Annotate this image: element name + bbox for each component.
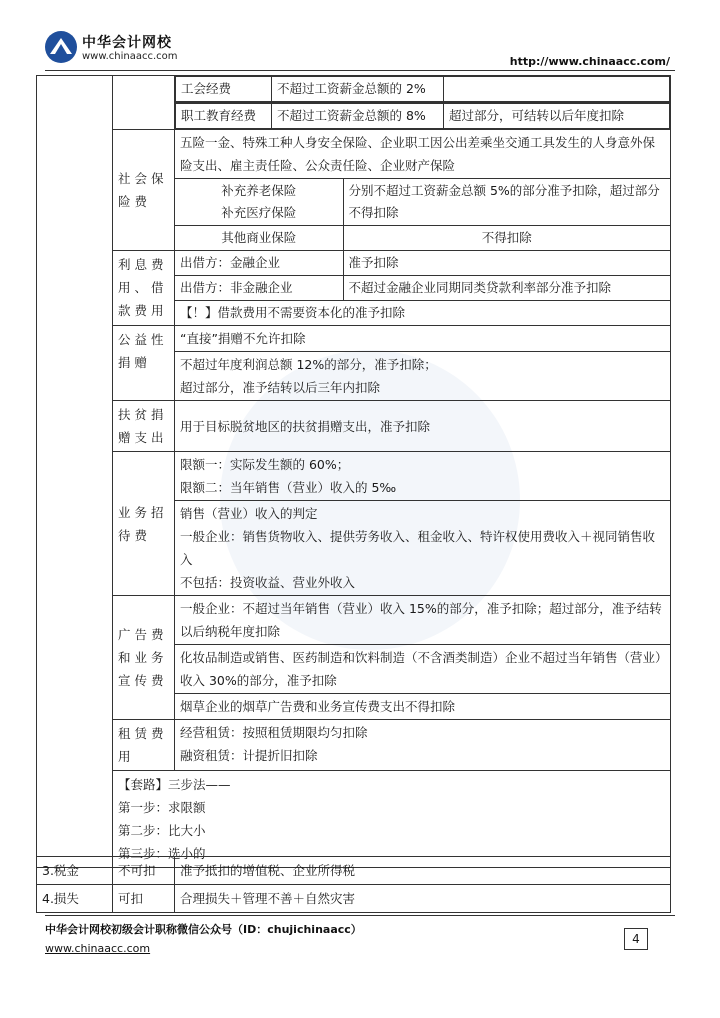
charity-direct: “直接”捐赠不允许扣除 xyxy=(175,326,670,352)
charity-limit: 不超过年度利润总额 12%的部分，准予扣除； xyxy=(180,357,437,372)
loss-label: 4.损失 xyxy=(37,885,113,913)
lease-label: 租赁费用 xyxy=(113,720,175,771)
interest-tip: 【！】借款费用不需要资本化的准予扣除 xyxy=(175,301,670,326)
poverty-rule: 用于目标脱贫地区的扶贫捐赠支出，准予扣除 xyxy=(175,401,671,452)
tax-label: 3.税金 xyxy=(37,857,113,885)
tax-type: 不可扣 xyxy=(113,857,175,885)
financial-lender: 出借方：金融企业 xyxy=(175,251,343,276)
pension-insurance-item: 补充养老保险 xyxy=(221,183,297,198)
entertainment-limit-1: 限额一：实际发生额的 60%； xyxy=(180,457,350,472)
entertainment-limit-2: 限额二：当年销售（营业）收入的 5‰ xyxy=(175,476,670,501)
sales-income-general: 一般企业：销售货物收入、提供劳务收入、租金收入、特许权使用费收入＋视同销售收入 xyxy=(180,529,656,567)
insurance-content xyxy=(175,130,671,251)
footer-wechat-text: 中华会计网校初级会计职称微信公众号（ID：chujichinaacc） xyxy=(45,923,362,936)
advertising-general: 一般企业：不超过当年销售（营业）收入 15%的部分，准予扣除；超过部分，准予结转以后纳税年度扣除 xyxy=(175,596,670,645)
chinaacc-logo-icon xyxy=(44,30,78,64)
entertainment-label: 业务招待费 xyxy=(113,452,175,596)
loss-rule: 合理损失＋管理不善＋自然灾害 xyxy=(175,885,671,913)
header-divider xyxy=(45,70,675,71)
method-step-2: 第二步：比大小 xyxy=(118,823,206,838)
deduction-table xyxy=(36,75,671,868)
charity-content xyxy=(175,326,671,401)
lease-content xyxy=(175,720,671,771)
brand-url[interactable]: www.chinaacc.com xyxy=(82,51,178,62)
edu-fee-row xyxy=(175,103,671,130)
union-fee-item: 工会经费 xyxy=(176,77,272,102)
charity-carry: 超过部分，准予结转以后三年内扣除 xyxy=(180,380,381,395)
entertainment-content xyxy=(175,452,671,596)
supplementary-insurance-items xyxy=(175,179,343,226)
union-fee-note xyxy=(444,77,670,102)
edu-fee-limit: 不超过工资薪金总额的 8% xyxy=(272,104,444,129)
advertising-cosmetics: 化妆品制造或销售、医药制造和饮料制造（不含酒类制造）企业不超过当年销售（营业）收入 30%的部分，准予扣除 xyxy=(175,645,670,694)
lease-operating: 经营租赁：按照租赁期限均匀扣除 xyxy=(180,725,368,740)
page-header xyxy=(0,0,720,76)
page-number: 4 xyxy=(624,928,648,950)
union-fee-limit: 不超过工资薪金总额的 2% xyxy=(272,77,444,102)
insurance-label: 社会保险费 xyxy=(113,130,175,251)
poverty-label: 扶贫捐赠支出 xyxy=(113,401,175,452)
interest-content xyxy=(175,251,671,326)
method-step-1: 第一步：求限额 xyxy=(118,800,206,815)
sales-income-title: 销售（营业）收入的判定 xyxy=(180,506,318,521)
tax-rule: 准予抵扣的增值税、企业所得税 xyxy=(175,857,671,885)
method-title: 【套路】三步法—— xyxy=(118,777,231,792)
medical-insurance-item: 补充医疗保险 xyxy=(221,205,297,220)
advertising-content xyxy=(175,596,671,720)
financial-lender-rule: 准予扣除 xyxy=(343,251,670,276)
other-insurance-rule: 不得扣除 xyxy=(343,226,670,251)
tax-loss-table xyxy=(36,856,671,913)
nonfinancial-lender: 出借方：非金融企业 xyxy=(175,276,343,301)
union-fee-row xyxy=(175,76,671,103)
edu-fee-note: 超过部分，可结转以后年度扣除 xyxy=(444,104,670,129)
loss-type: 可扣 xyxy=(113,885,175,913)
method-content xyxy=(113,771,671,868)
brand-name: 中华会计网校 xyxy=(82,35,172,51)
lease-financing: 融资租赁：计提折旧扣除 xyxy=(180,748,318,763)
edu-fee-item: 职工教育经费 xyxy=(176,104,272,129)
charity-label: 公益性捐赠 xyxy=(113,326,175,401)
employee-fee-label-cell xyxy=(113,76,175,130)
left-blank-column xyxy=(37,76,113,868)
method-step-3: 第三步：选小的 xyxy=(118,846,206,861)
nonfinancial-lender-rule: 不超过金融企业同期同类贷款利率部分准予扣除 xyxy=(343,276,670,301)
supplementary-insurance-rule: 分别不超过工资薪金总额 5%的部分准予扣除，超过部分不得扣除 xyxy=(343,179,670,226)
footer-url-link[interactable]: www.chinaacc.com xyxy=(45,942,151,955)
site-url-link[interactable]: http://www.chinaacc.com/ xyxy=(509,55,670,68)
insurance-general: 五险一金、特殊工种人身安全保险、企业职工因公出差乘坐交通工具发生的人身意外保险支出、雇主责任险、公众责任险、企业财产保险 xyxy=(180,135,656,173)
advertising-tobacco: 烟草企业的烟草广告费和业务宣传费支出不得扣除 xyxy=(180,699,456,714)
footer-divider xyxy=(45,915,675,916)
other-insurance-item: 其他商业保险 xyxy=(175,226,343,251)
interest-label: 利息费用、借款费用 xyxy=(113,251,175,326)
sales-income-excluded: 不包括：投资收益、营业外收入 xyxy=(180,575,356,590)
advertising-label: 广告费和业务宣传费 xyxy=(113,596,175,720)
